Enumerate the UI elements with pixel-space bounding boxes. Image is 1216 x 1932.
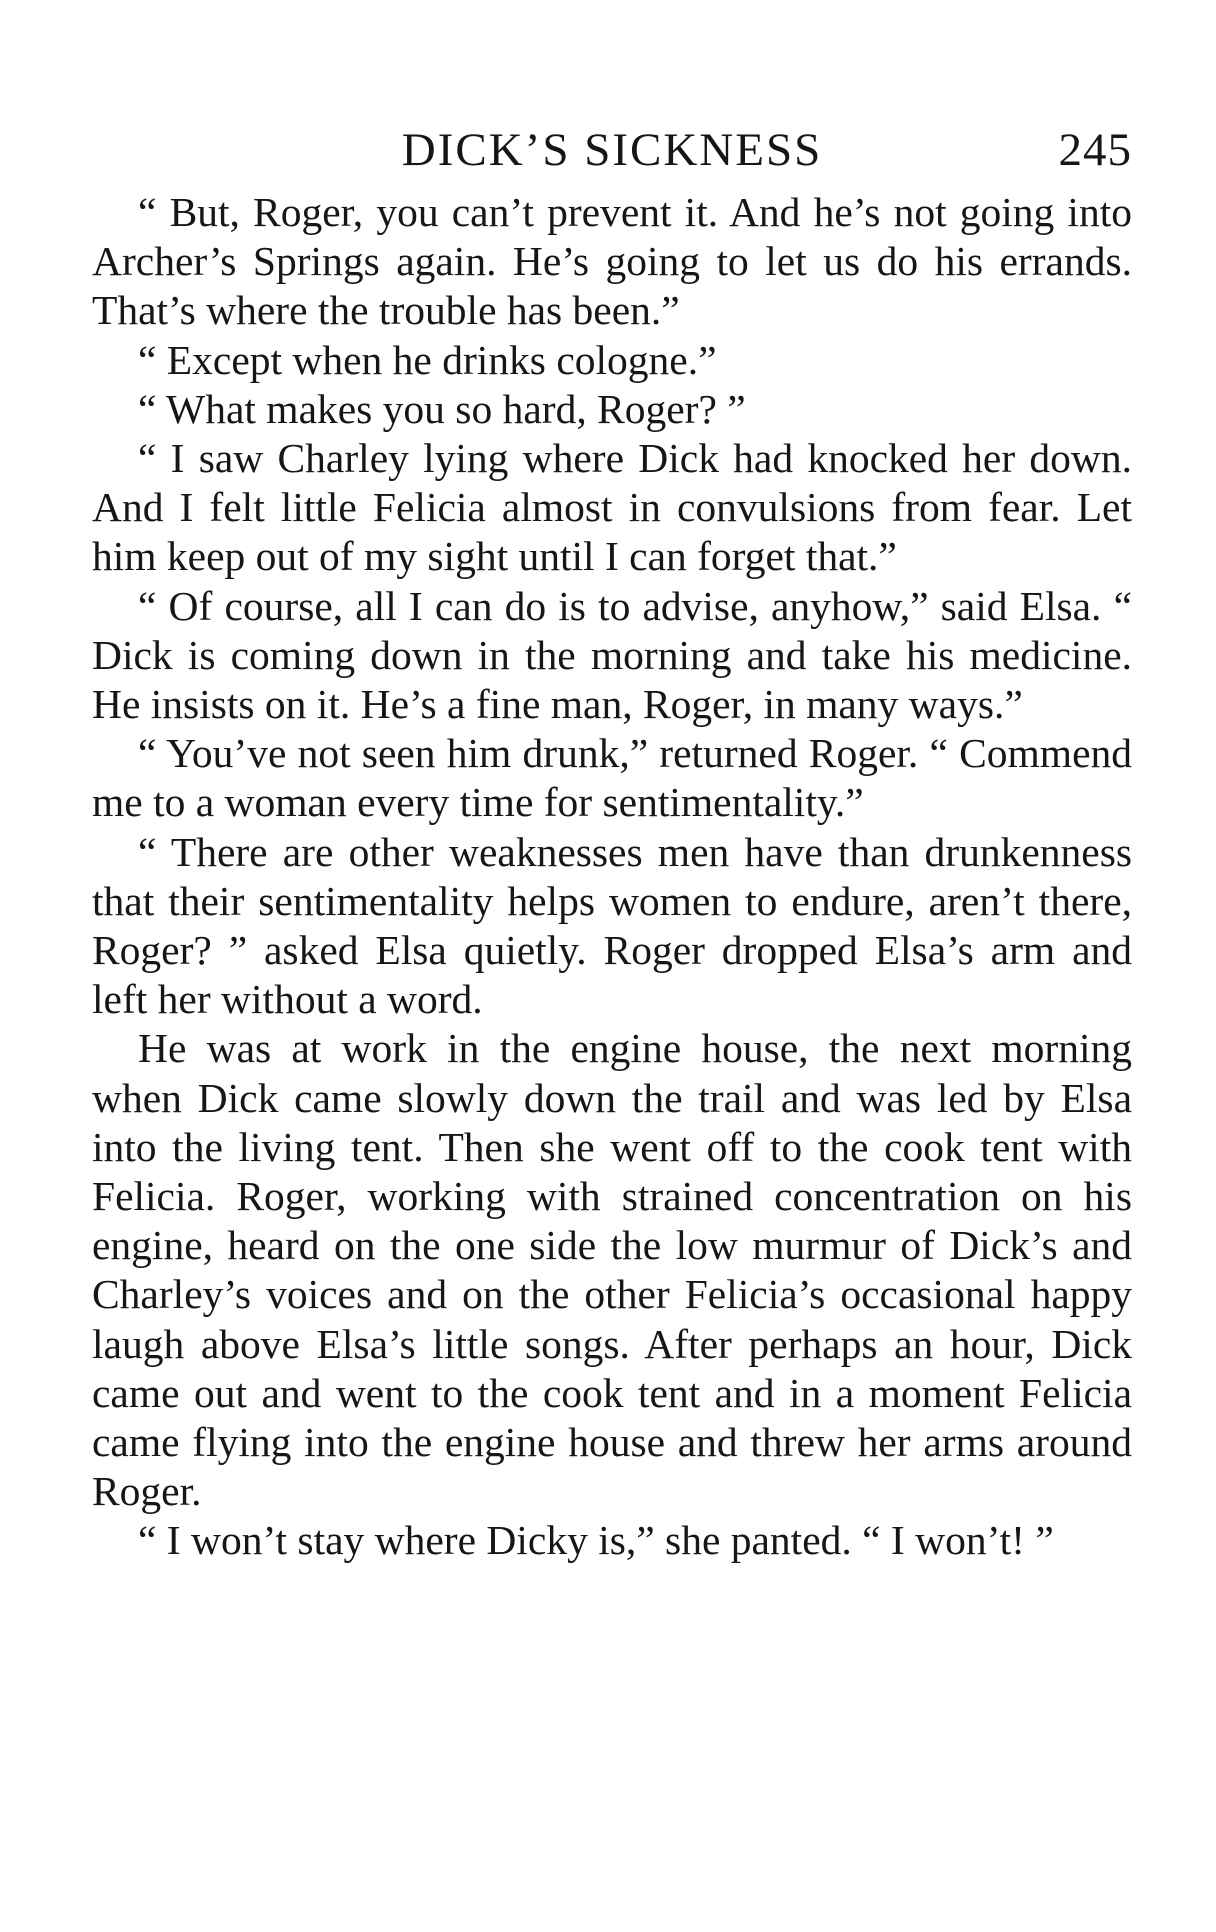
paragraph: “ What makes you so hard, Roger? ” <box>138 385 746 432</box>
paragraph: “ You’ve not seen him drunk,” returned Roger. “ Commend me to a woman every time for sentimentality.” <box>92 730 1132 826</box>
running-head <box>92 118 1132 182</box>
paragraph: He was at work in the engine house, the next morning when Dick came slowly down the trail and was led by Elsa into the living tent. Then she went off to the cook tent with Felicia. Roger, working with strained concentration on his engine, heard on the one side the low murmur of Dick’s and Charley’s voices and on the other Felicia’s occasional happy laugh above Elsa’s little songs. After perhaps an hour, Dick came out and went to the cook tent and in a moment Felicia came flying into the engine house and threw her arms around Roger. <box>92 1025 1132 1515</box>
paragraph: “ But, Roger, you can’t prevent it. And he’s not going into Archer’s Springs again. He’s going to let us do his errands. That’s where the trouble has been.” <box>92 189 1132 334</box>
paragraph: “ Of course, all I can do is to advise, anyhow,” said Elsa. “ Dick is coming down in the morning and take his medicine. He insists on it. He’s a fine man, Roger, in many ways.” <box>92 582 1132 728</box>
paragraph: “ I saw Charley lying where Dick had knocked her down. And I felt little Felicia almost in convulsions from fear. Let him keep out of my sight until I can forget that.” <box>92 435 1132 580</box>
page-number: 245 <box>1058 124 1132 176</box>
chapter-title: DICK’S SICKNESS <box>401 124 823 176</box>
body-text <box>92 188 1132 1566</box>
paragraph: “ Except when he drinks cologne.” <box>138 336 717 383</box>
book-page <box>92 118 1132 1566</box>
paragraph: “ I won’t stay where Dicky is,” she panted. “ I won’t! ” <box>138 1517 1054 1564</box>
paragraph: “ There are other weaknesses men have than drunkenness that their sentimentality helps women to endure, aren’t there, Roger? ” asked Elsa quietly. Roger dropped Elsa’s arm and left her without a word. <box>92 828 1132 1023</box>
